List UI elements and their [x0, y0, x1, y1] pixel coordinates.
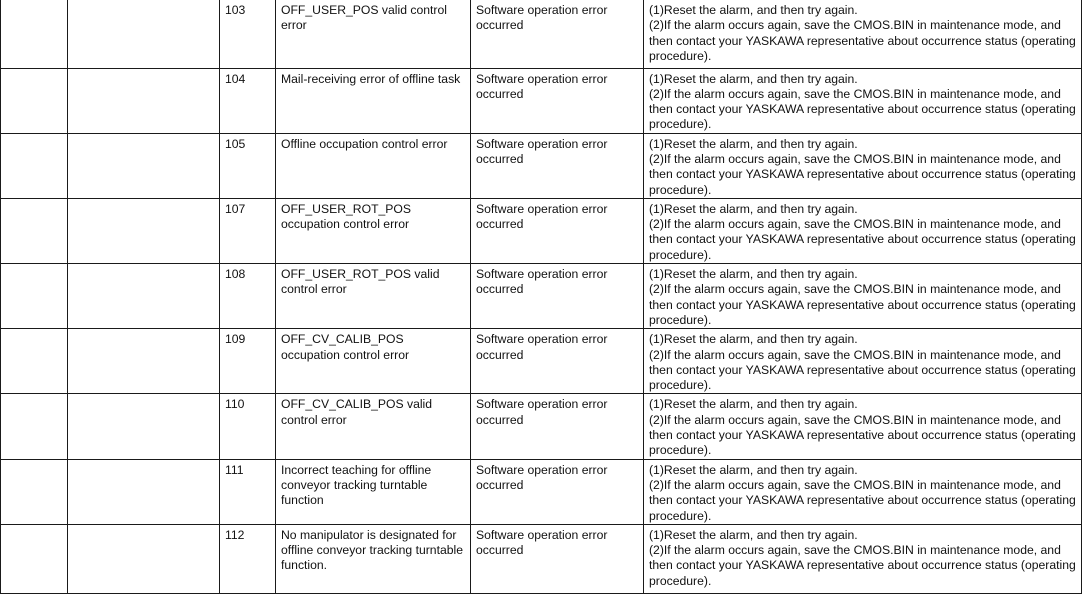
remedy-step-2: (2)If the alarm occurs again, save the CMOS.BIN in maintenance mode, and then contact your YASKAWA representative about occurrence status (operating procedure). [649, 86, 1076, 132]
alarm-remedy [644, 264, 1082, 329]
alarm-cause: Software operation error occurred [471, 0, 644, 68]
blank-cell-major [1, 0, 68, 68]
alarm-remedy [644, 133, 1082, 198]
alarm-table-body [1, 0, 1082, 593]
alarm-cause: Software operation error occurred [471, 198, 644, 263]
blank-cell-major [1, 133, 68, 198]
remedy-step-2: (2)If the alarm occurs again, save the CMOS.BIN in maintenance mode, and then contact your YASKAWA representative about occurrence status (operating procedure). [649, 543, 1076, 588]
alarm-code: 108 [220, 264, 276, 329]
blank-cell-minor [68, 198, 220, 263]
blank-cell-minor [68, 329, 220, 394]
alarm-code: 105 [220, 133, 276, 198]
remedy-step-1: (1)Reset the alarm, and then try again. [649, 201, 858, 216]
remedy-step-2: (2)If the alarm occurs again, save the CMOS.BIN in maintenance mode, and then contact your YASKAWA representative about occurrence status (operating procedure). [649, 18, 1076, 63]
table-row [1, 524, 1082, 593]
alarm-remedy [644, 68, 1082, 133]
blank-cell-minor [68, 394, 220, 459]
table-row [1, 329, 1082, 394]
remedy-step-1: (1)Reset the alarm, and then try again. [649, 267, 858, 282]
blank-cell-minor [68, 68, 220, 133]
blank-cell-major [1, 394, 68, 459]
blank-cell-major [1, 459, 68, 524]
blank-cell-major [1, 68, 68, 133]
blank-cell-major [1, 198, 68, 263]
blank-cell-minor [68, 524, 220, 593]
table-row [1, 0, 1082, 68]
table-row [1, 394, 1082, 459]
remedy-step-1: (1)Reset the alarm, and then try again. [649, 71, 858, 86]
alarm-name: Incorrect teaching for offline conveyor tracking turntable function [276, 459, 471, 524]
remedy-step-1: (1)Reset the alarm, and then try again. [649, 136, 858, 151]
remedy-step-2: (2)If the alarm occurs again, save the CMOS.BIN in maintenance mode, and then contact your YASKAWA representative about occurrence status (operating procedure). [649, 151, 1076, 197]
alarm-remedy [644, 524, 1082, 593]
table-row [1, 133, 1082, 198]
remedy-step-2: (2)If the alarm occurs again, save the CMOS.BIN in maintenance mode, and then contact your YASKAWA representative about occurrence status (operating procedure). [649, 412, 1076, 458]
alarm-cause: Software operation error occurred [471, 264, 644, 329]
alarm-code: 109 [220, 329, 276, 394]
remedy-step-1: (1)Reset the alarm, and then try again. [649, 527, 858, 542]
alarm-remedy [644, 198, 1082, 263]
alarm-name: Mail-receiving error of offline task [276, 68, 471, 133]
remedy-step-1: (1)Reset the alarm, and then try again. [649, 397, 858, 412]
remedy-step-1: (1)Reset the alarm, and then try again. [649, 332, 858, 347]
alarm-remedy [644, 459, 1082, 524]
table-row [1, 264, 1082, 329]
alarm-remedy [644, 394, 1082, 459]
blank-cell-minor [68, 133, 220, 198]
alarm-name: OFF_USER_POS valid control error [276, 0, 471, 68]
alarm-cause: Software operation error occurred [471, 524, 644, 593]
alarm-cause: Software operation error occurred [471, 133, 644, 198]
blank-cell-minor [68, 459, 220, 524]
alarm-code: 111 [220, 459, 276, 524]
alarm-code: 112 [220, 524, 276, 593]
remedy-step-2: (2)If the alarm occurs again, save the CMOS.BIN in maintenance mode, and then contact your YASKAWA representative about occurrence status (operating procedure). [649, 282, 1076, 327]
alarm-cause: Software operation error occurred [471, 68, 644, 133]
table-row [1, 68, 1082, 133]
alarm-name: OFF_CV_CALIB_POS valid control error [276, 394, 471, 459]
blank-cell-major [1, 329, 68, 394]
table-row [1, 459, 1082, 524]
alarm-name: OFF_USER_ROT_POS occupation control error [276, 198, 471, 263]
alarm-name: OFF_CV_CALIB_POS occupation control error [276, 329, 471, 394]
blank-cell-major [1, 524, 68, 593]
blank-cell-major [1, 264, 68, 329]
remedy-step-2: (2)If the alarm occurs again, save the CMOS.BIN in maintenance mode, and then contact your YASKAWA representative about occurrence status (operating procedure). [649, 477, 1076, 523]
remedy-step-1: (1)Reset the alarm, and then try again. [649, 462, 858, 477]
alarm-remedy [644, 0, 1082, 68]
blank-cell-minor [68, 0, 220, 68]
remedy-step-1: (1)Reset the alarm, and then try again. [649, 3, 858, 17]
alarm-code: 110 [220, 394, 276, 459]
alarm-code: 104 [220, 68, 276, 133]
alarm-code: 103 [220, 0, 276, 68]
alarm-cause: Software operation error occurred [471, 394, 644, 459]
table-row [1, 198, 1082, 263]
alarm-code: 107 [220, 198, 276, 263]
alarm-cause: Software operation error occurred [471, 329, 644, 394]
alarm-cause: Software operation error occurred [471, 459, 644, 524]
remedy-step-2: (2)If the alarm occurs again, save the CMOS.BIN in maintenance mode, and then contact your YASKAWA representative about occurrence status (operating procedure). [649, 347, 1076, 393]
alarm-name: OFF_USER_ROT_POS valid control error [276, 264, 471, 329]
blank-cell-minor [68, 264, 220, 329]
remedy-step-2: (2)If the alarm occurs again, save the CMOS.BIN in maintenance mode, and then contact your YASKAWA representative about occurrence status (operating procedure). [649, 217, 1076, 262]
alarm-name: Offline occupation control error [276, 133, 471, 198]
alarm-remedy [644, 329, 1082, 394]
alarm-name: No manipulator is designated for offline conveyor tracking turntable function. [276, 524, 471, 593]
